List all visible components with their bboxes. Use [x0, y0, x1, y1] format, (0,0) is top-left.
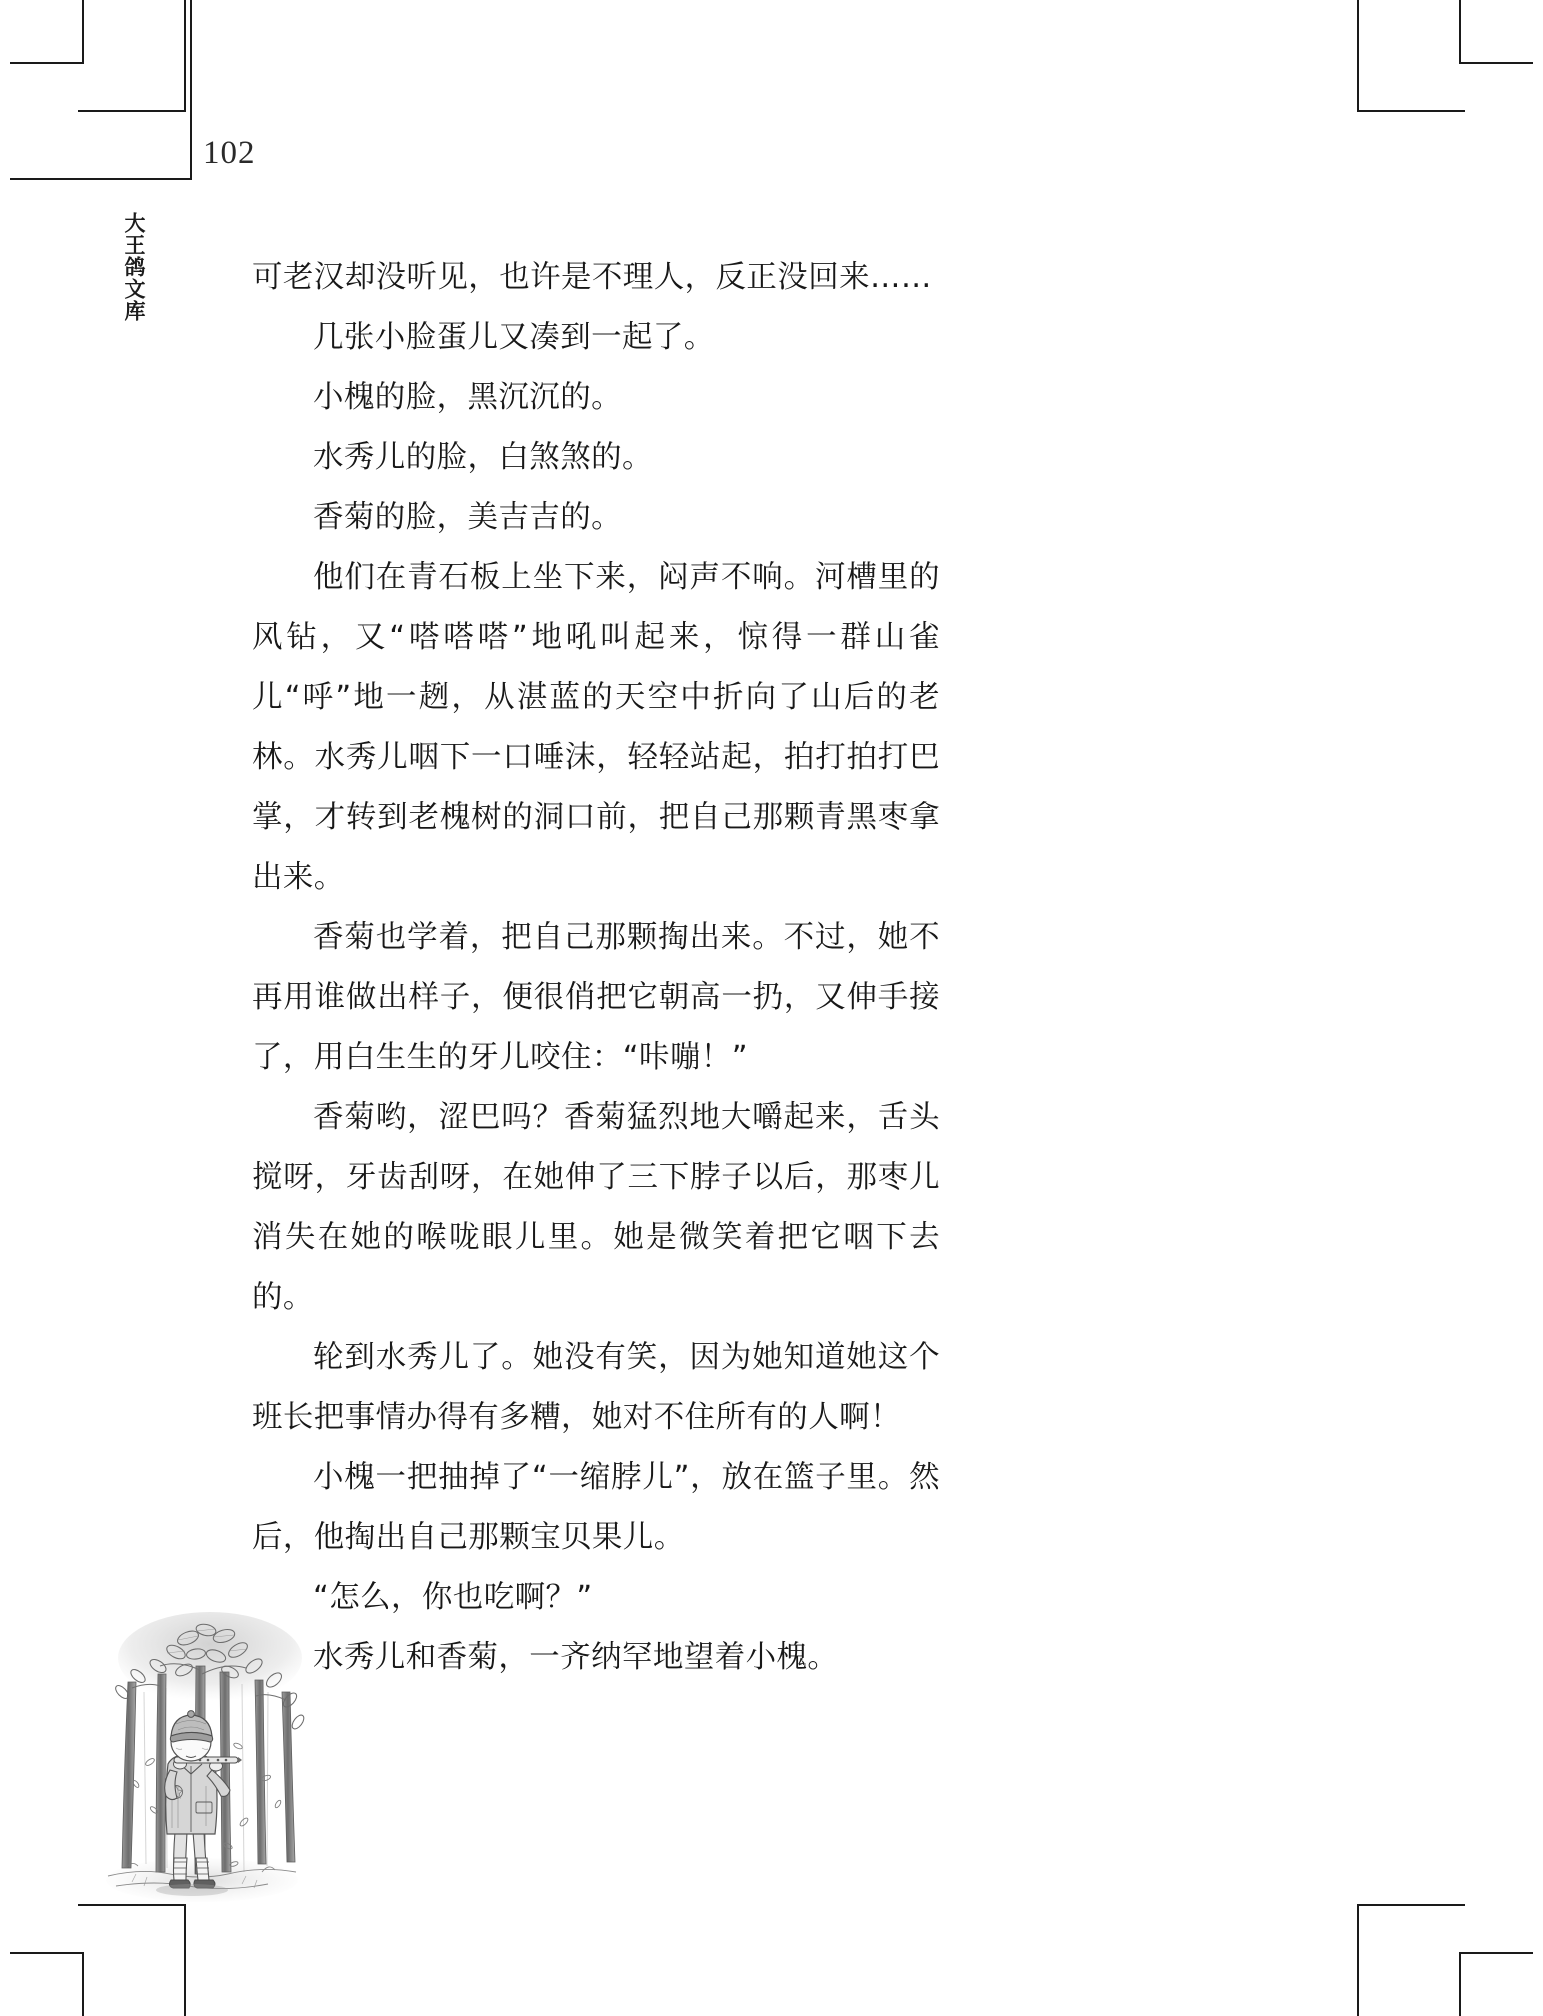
paragraph: 小槐一把抽掉了“一缩脖儿”，放在篮子里。然后，他掏出自己那颗宝贝果儿。 [252, 1460, 940, 1555]
paragraph: 香菊也学着，把自己那颗掏出来。不过，她不再用谁做出样子，便很俏把它朝高一扔，又伸手接了，用白生生的牙儿咬住：“咔嘣！” [252, 920, 940, 1075]
paragraph: “怎么，你也吃啊？” [313, 1580, 593, 1615]
paragraph: 他们在青石板上坐下来，闷声不响。河槽里的风钻，又“嗒嗒嗒”地吼叫起来，惊得一群山雀儿“呼”地一趔，从湛蓝的天空中折向了山后的老林。水秀儿咽下一口唾沫，轻轻站起，拍打拍打巴掌，才转到老槐树的洞口前，把自己那颗青黑枣拿出来。 [252, 560, 940, 895]
crop-mark-bottom-right-outer [1357, 1904, 1465, 2016]
paragraph: 小槐的脸，黑沉沉的。 [313, 380, 622, 415]
series-imprint-vertical: 大王鸽文库 [122, 212, 146, 322]
paragraph: 香菊的脸，美吉吉的。 [313, 500, 622, 535]
paragraph: 可老汉却没听见，也许是不理人，反正没回来…… [252, 260, 932, 295]
page-number: 102 [203, 135, 256, 171]
crop-mark-bottom-left-outer [78, 1904, 186, 2016]
crop-mark-top-right-inner [1459, 0, 1533, 64]
boy-playing-flute-in-forest-illustration [92, 1596, 314, 1906]
paragraph: 水秀儿的脸，白煞煞的。 [313, 440, 653, 475]
paragraph: 香菊哟，涩巴吗？香菊猛烈地大嚼起来，舌头搅呀，牙齿刮呀，在她伸了三下脖子以后，那枣儿消失在她的喉咙眼儿里。她是微笑着把它咽下去的。 [252, 1100, 940, 1315]
paragraph: 几张小脸蛋儿又凑到一起了。 [313, 320, 715, 355]
crop-mark-top-left-outer [10, 0, 192, 180]
crop-mark-bottom-right-inner [1459, 1952, 1533, 2016]
paragraph: 轮到水秀儿了。她没有笑，因为她知道她这个班长把事情办得有多糟，她对不住所有的人啊！ [252, 1340, 940, 1435]
body-text-column [252, 248, 940, 1688]
paragraph: 水秀儿和香菊，一齐纳罕地望着小槐。 [313, 1640, 839, 1675]
crop-mark-bottom-left-inner [10, 1952, 84, 2016]
crop-mark-top-right-outer [1357, 0, 1465, 112]
